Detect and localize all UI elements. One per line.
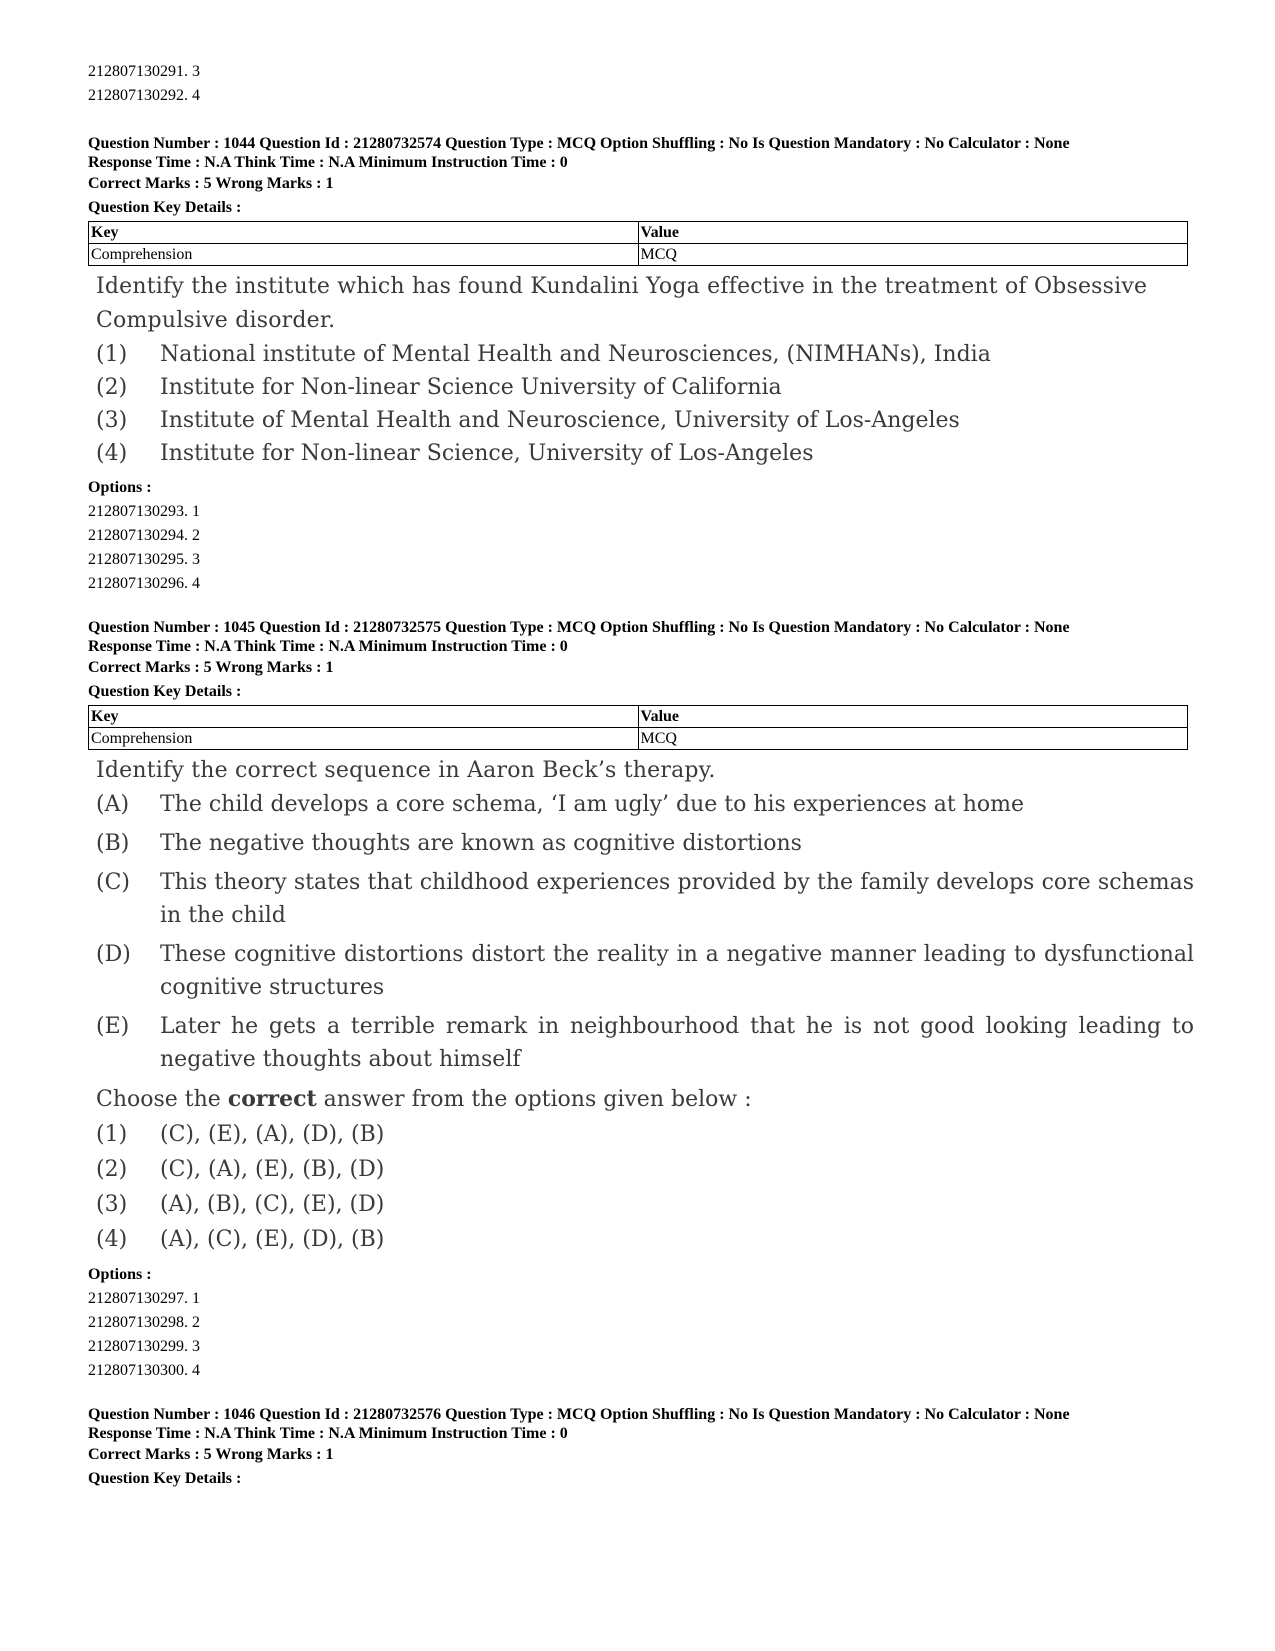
question-1044	[88, 134, 1188, 596]
option-id: 212807130294. 2	[88, 527, 200, 544]
key-details-table	[88, 221, 1188, 266]
table-cell-key: Comprehension	[89, 728, 639, 750]
table-cell-value: MCQ	[638, 244, 1188, 266]
table-header-value: Value	[638, 222, 1188, 244]
table-header-key: Key	[89, 222, 639, 244]
option-id: 212807130293. 1	[88, 503, 200, 520]
question-statement	[96, 788, 1194, 821]
choice-text: Institute of Mental Health and Neuroscience, University of Los-Angeles	[160, 408, 960, 433]
answer-choice	[96, 1117, 1194, 1152]
document-page	[88, 60, 1194, 1491]
statement-text: The child develops a core schema, ‘I am ugly’ due to his experiences at home	[160, 792, 1024, 817]
option-id: 212807130292. 4	[88, 87, 200, 104]
question-stem: Identify the correct sequence in Aaron Beck’s therapy.	[96, 758, 716, 783]
choose-suffix: answer from the options given below :	[316, 1087, 752, 1112]
statement-label: (A)	[96, 792, 130, 817]
option-id: 212807130300. 4	[88, 1362, 200, 1379]
choice-text: Institute for Non-linear Science, University of Los-Angeles	[160, 441, 814, 466]
statement-text: Later he gets a terrible remark in neighbourhood that he is not good looking leading to negative thoughts about himself	[160, 1014, 1194, 1072]
question-meta: Question Number : 1046 Question Id : 21280732576 Question Type : MCQ Option Shuffling : No Is Question Mandatory : No Calculator : None	[88, 1406, 1070, 1423]
choice-text: Institute for Non-linear Science University of California	[160, 375, 782, 400]
question-timing: Response Time : N.A Think Time : N.A Minimum Instruction Time : 0	[88, 1425, 568, 1442]
question-choice	[96, 338, 1194, 371]
options-label: Options :	[88, 1266, 152, 1283]
option-id: 212807130299. 3	[88, 1338, 200, 1355]
statement-text: The negative thoughts are known as cognitive distortions	[160, 831, 802, 856]
statement-label: (E)	[96, 1014, 130, 1039]
statement-text: This theory states that childhood experiences provided by the family develops core schemas in the child	[160, 870, 1194, 928]
option-id: 212807130295. 3	[88, 551, 200, 568]
question-choice	[96, 437, 1194, 470]
statement-label: (C)	[96, 870, 130, 895]
table-header-row	[89, 222, 1188, 244]
answer-choice	[96, 1187, 1194, 1222]
answer-label: (1)	[96, 1122, 128, 1147]
question-meta: Question Number : 1044 Question Id : 21280732574 Question Type : MCQ Option Shuffling : No Is Question Mandatory : No Calculator : None	[88, 135, 1070, 152]
question-marks: Correct Marks : 5 Wrong Marks : 1	[88, 1446, 334, 1463]
option-id: 212807130297. 1	[88, 1290, 200, 1307]
question-image	[96, 270, 1194, 470]
answer-choice	[96, 1222, 1194, 1257]
question-meta: Question Number : 1045 Question Id : 21280732575 Question Type : MCQ Option Shuffling : No Is Question Mandatory : No Calculator : None	[88, 619, 1070, 636]
table-row	[89, 244, 1188, 266]
statement-label: (D)	[96, 942, 131, 967]
question-key-details-label: Question Key Details :	[88, 1470, 242, 1487]
question-image	[96, 754, 1194, 1257]
question-statement	[96, 1010, 1194, 1076]
question-key-details-label: Question Key Details :	[88, 683, 242, 700]
question-marks: Correct Marks : 5 Wrong Marks : 1	[88, 659, 334, 676]
question-statement	[96, 938, 1194, 1004]
question-1046	[88, 1405, 1188, 1491]
table-header-row	[89, 706, 1188, 728]
answer-label: (3)	[96, 1192, 128, 1217]
choice-text: National institute of Mental Health and Neurosciences, (NIMHANs), India	[160, 342, 991, 367]
answer-label: (4)	[96, 1227, 128, 1252]
option-id: 212807130296. 4	[88, 575, 200, 592]
answer-text: (A), (B), (C), (E), (D)	[160, 1192, 385, 1217]
question-timing: Response Time : N.A Think Time : N.A Minimum Instruction Time : 0	[88, 154, 568, 171]
choice-label: (3)	[96, 408, 128, 433]
question-key-details-label: Question Key Details :	[88, 199, 242, 216]
question-stem: Identify the institute which has found Kundalini Yoga effective in the treatment of Obsessive Compulsive disorder.	[96, 274, 1148, 333]
choose-instruction	[96, 1082, 1194, 1117]
statement-text: These cognitive distortions distort the reality in a negative manner leading to dysfunctional cognitive structures	[160, 942, 1194, 1000]
question-marks: Correct Marks : 5 Wrong Marks : 1	[88, 175, 334, 192]
answer-text: (C), (E), (A), (D), (B)	[160, 1122, 385, 1147]
table-header-key: Key	[89, 706, 639, 728]
question-statement	[96, 827, 1194, 860]
choose-emphasis: correct	[227, 1086, 317, 1112]
option-id: 212807130298. 2	[88, 1314, 200, 1331]
question-1045	[88, 618, 1194, 1383]
table-cell-key: Comprehension	[89, 244, 639, 266]
table-cell-value: MCQ	[638, 728, 1188, 750]
answer-choice	[96, 1152, 1194, 1187]
question-choice	[96, 371, 1194, 404]
question-statement	[96, 866, 1194, 932]
options-label: Options :	[88, 479, 152, 496]
question-choice	[96, 404, 1194, 437]
option-id: 212807130291. 3	[88, 63, 200, 80]
choice-label: (1)	[96, 342, 128, 367]
table-row	[89, 728, 1188, 750]
table-header-value: Value	[638, 706, 1188, 728]
question-timing: Response Time : N.A Think Time : N.A Minimum Instruction Time : 0	[88, 638, 568, 655]
choice-label: (4)	[96, 441, 128, 466]
answer-text: (C), (A), (E), (B), (D)	[160, 1157, 385, 1182]
choose-prefix: Choose the	[96, 1087, 228, 1112]
key-details-table	[88, 705, 1188, 750]
statement-label: (B)	[96, 831, 130, 856]
answer-text: (A), (C), (E), (D), (B)	[160, 1227, 385, 1252]
answer-label: (2)	[96, 1157, 128, 1182]
choice-label: (2)	[96, 375, 128, 400]
